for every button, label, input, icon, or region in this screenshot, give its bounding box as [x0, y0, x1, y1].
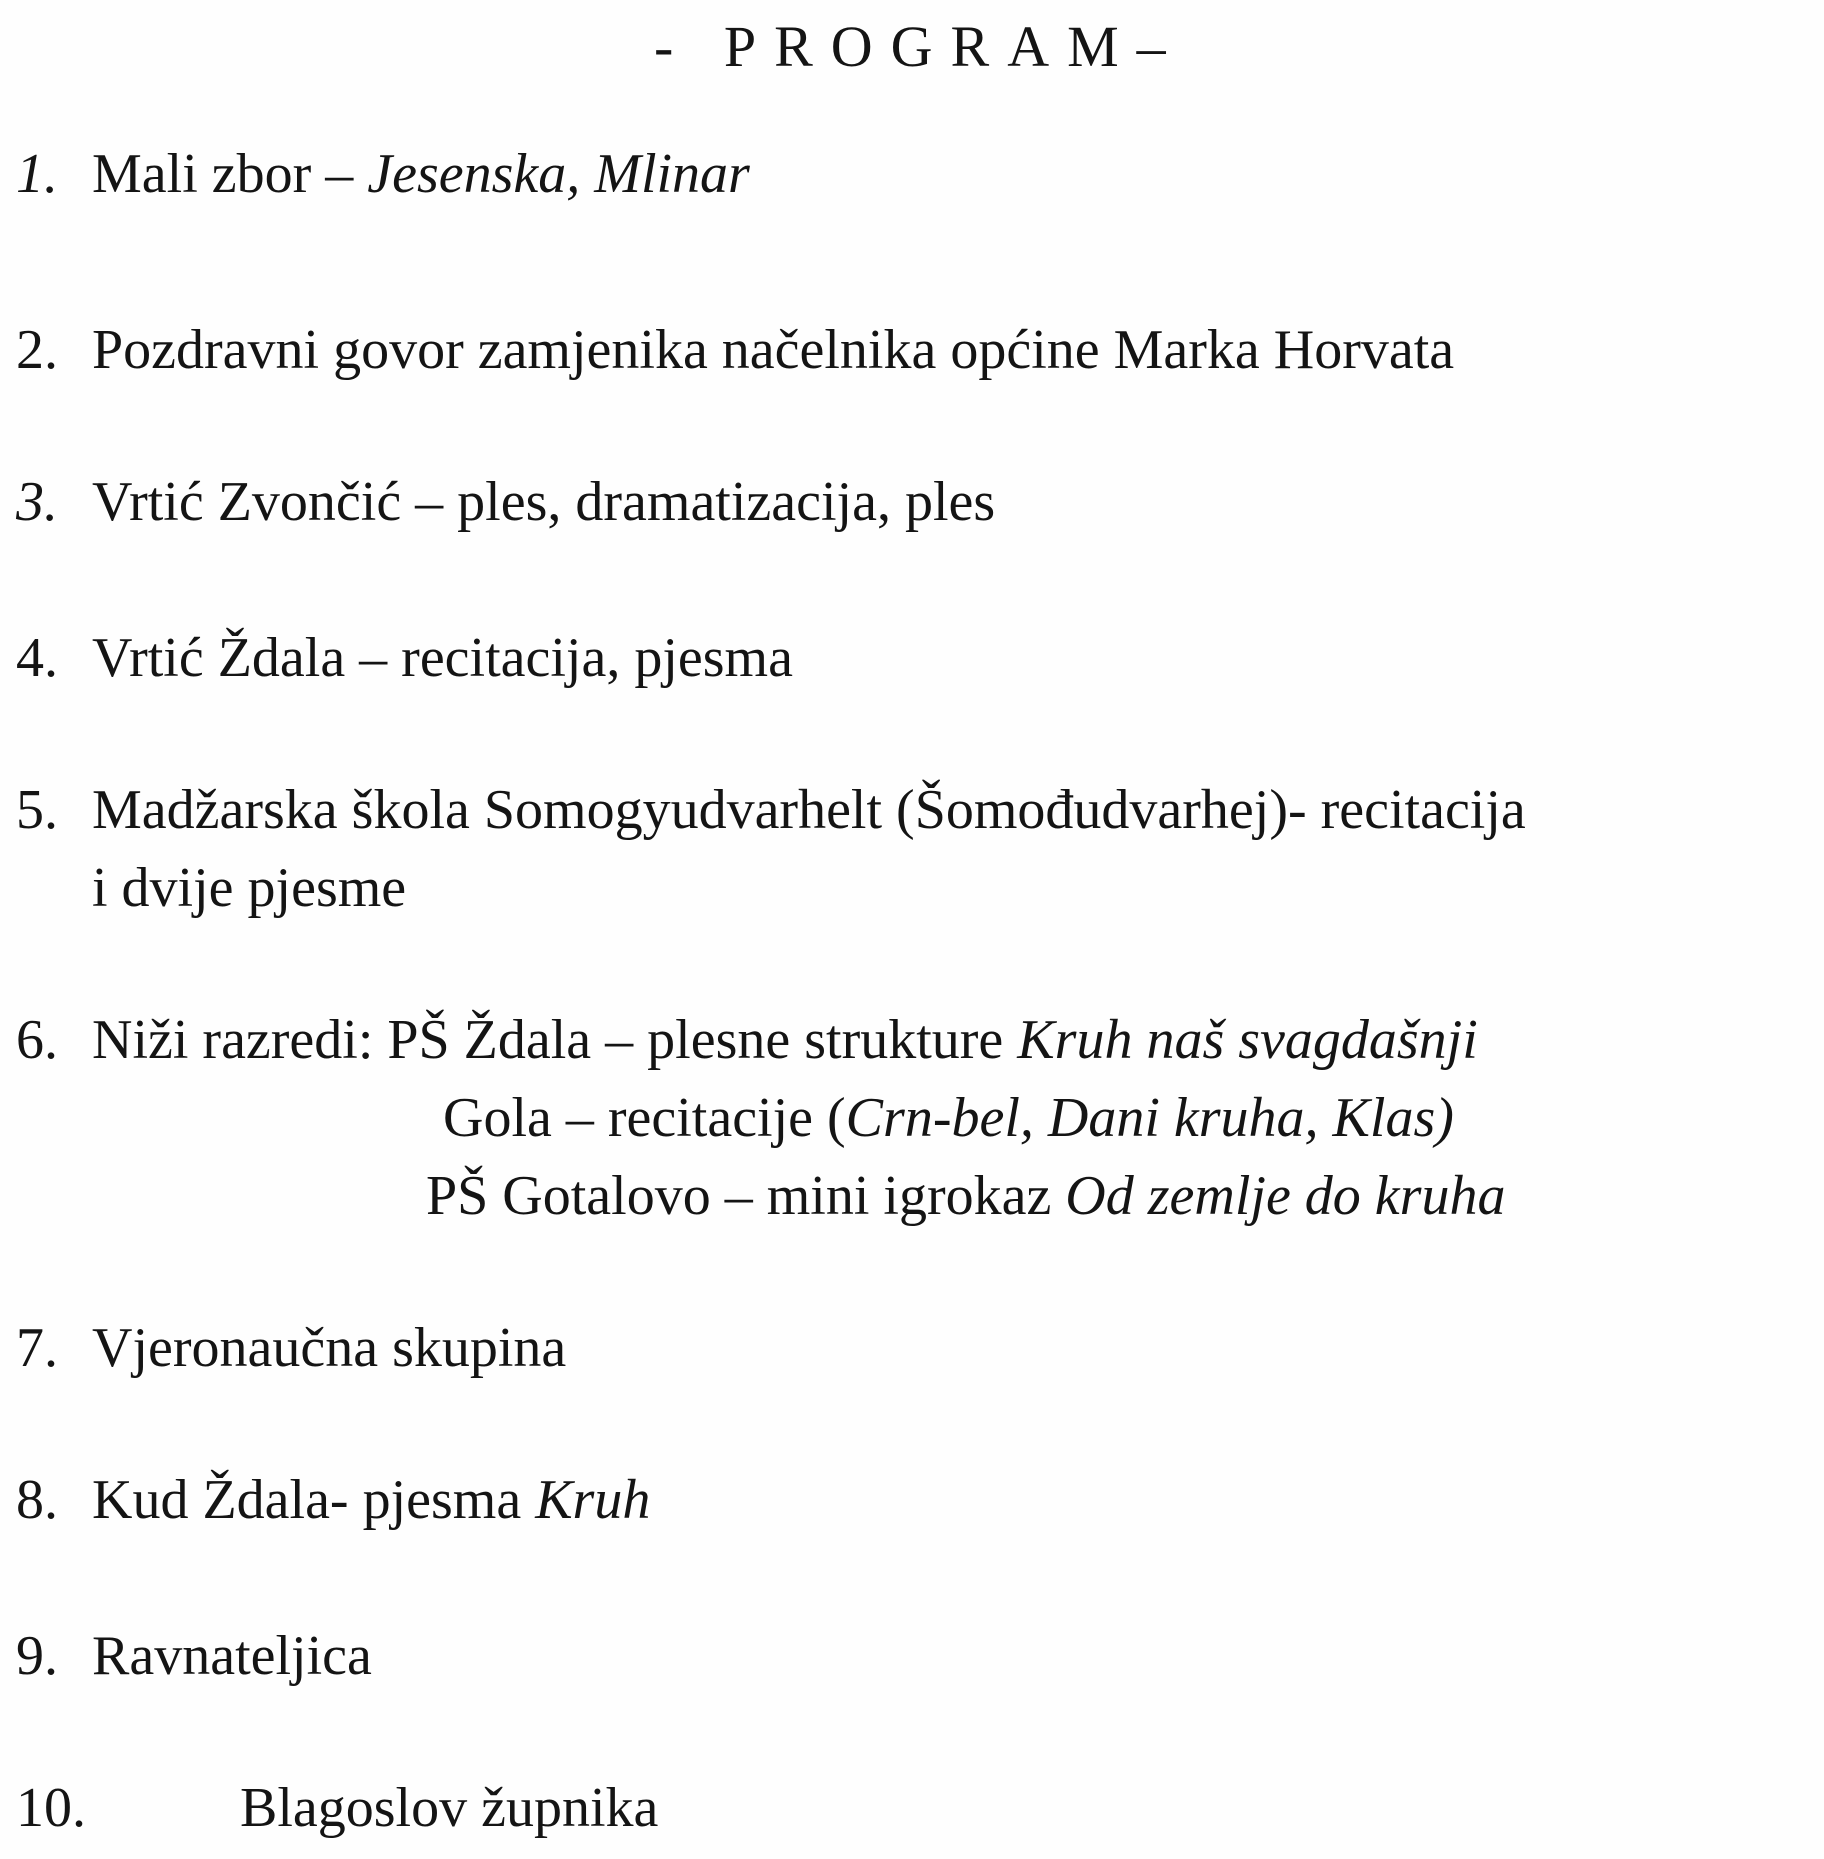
item-text: Ravnateljica — [92, 1625, 372, 1687]
item-text: Vjeronaučna skupina — [92, 1317, 567, 1379]
item-text-italic: Od zemlje do kruha — [1065, 1165, 1506, 1227]
item-text-regular: PŠ Gotalovo – mini igrokaz — [426, 1165, 1066, 1227]
item-text: Vrtić Zvončić – ples, dramatizacija, ples — [92, 471, 996, 533]
item-number: 1. — [16, 143, 58, 205]
item-text: Blagoslov župnika — [240, 1777, 659, 1839]
item-text-italic: Jesenska, Mlinar — [367, 143, 750, 205]
item-text: Pozdravni govor zamjenika načelnika općine Marka Horvata — [92, 319, 1455, 381]
item-number: 5. — [16, 779, 58, 841]
item-number: 10. — [16, 1777, 86, 1839]
item-number: 2. — [16, 319, 58, 381]
item-number: 6. — [16, 1009, 58, 1071]
program-title: - PROGRAM– — [654, 14, 1184, 79]
item-text — [92, 1469, 651, 1531]
item-text-italic: Kruh naš svagdašnji — [1017, 1009, 1478, 1071]
item-text-italic: Kruh — [535, 1469, 651, 1531]
item-text-line-2 — [443, 1087, 1454, 1149]
item-text-regular: Mali zbor – — [92, 143, 368, 205]
item-text-line-1 — [92, 1009, 1478, 1071]
item-number: 8. — [16, 1469, 58, 1531]
item-number: 4. — [16, 627, 58, 689]
item-text: Vrtić Ždala – recitacija, pjesma — [92, 627, 793, 689]
item-text-regular: Kud Ždala- pjesma — [92, 1469, 536, 1531]
item-text-line-2: i dvije pjesme — [92, 857, 407, 919]
item-text-italic: Crn-bel, Dani kruha, Klas) — [845, 1087, 1454, 1149]
item-text-regular: Niži razredi: PŠ Ždala – plesne strukture — [92, 1009, 1018, 1071]
item-text — [92, 143, 750, 205]
item-text-regular: Gola – recitacije ( — [443, 1087, 846, 1149]
item-text-line-3 — [426, 1165, 1506, 1227]
item-number: 7. — [16, 1317, 58, 1379]
item-text-line-1: Madžarska škola Somogyudvarhelt (Šomođudvarhej)- recitacija — [92, 779, 1526, 841]
item-number: 9. — [16, 1625, 58, 1687]
item-number: 3. — [16, 471, 58, 533]
